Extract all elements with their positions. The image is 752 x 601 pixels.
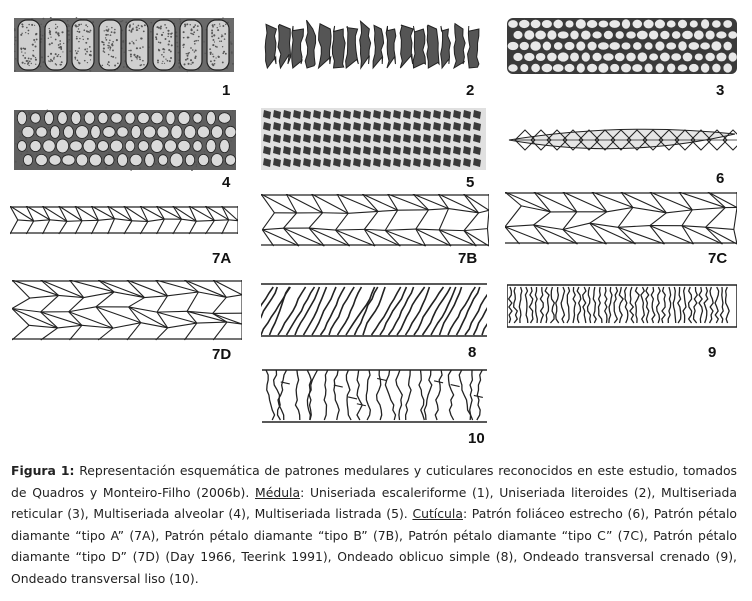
- panel-7b-illustration: [261, 194, 489, 248]
- figure-caption: [11, 460, 737, 589]
- caption-cuticula-label: Cutícula: [412, 506, 463, 521]
- caption-label: Figura 1:: [11, 463, 75, 478]
- panel-2-illustration: [262, 16, 487, 74]
- panel-6-number: 6: [716, 170, 725, 187]
- panel-2-number: 2: [466, 82, 475, 99]
- panel-7c-number: 7C: [708, 250, 728, 267]
- panel-9-illustration: [507, 283, 737, 329]
- panel-8-illustration: [261, 283, 487, 337]
- panel-3-illustration: [507, 16, 737, 76]
- panel-1-illustration: [14, 14, 234, 76]
- panel-10-number: 10: [468, 430, 485, 447]
- panel-9-number: 9: [708, 344, 717, 361]
- panel-5-number: 5: [466, 174, 475, 191]
- panel-7d-illustration: [12, 280, 242, 342]
- panel-10-illustration: [262, 368, 487, 424]
- panel-4-number: 4: [222, 174, 231, 191]
- panel-3-number: 3: [716, 82, 725, 99]
- panel-1-number: 1: [222, 82, 231, 99]
- panel-7a-number: 7A: [212, 250, 232, 267]
- caption-medula-label: Médula: [255, 484, 301, 500]
- panel-8-number: 8: [468, 344, 477, 361]
- panel-7c-illustration: [505, 192, 737, 246]
- panel-7d-number: 7D: [212, 346, 232, 363]
- caption-text-intro: Representación esquemática de patrones medulares y cuticulares reconocidos en este estudio, tomados de Quadros y Monteiro-Filho (2006b).: [11, 463, 737, 500]
- panel-6-illustration: [507, 120, 737, 160]
- panel-4-illustration: [14, 108, 236, 172]
- panel-5-illustration: [261, 106, 486, 172]
- caption-text-cuticula: : Patrón foliáceo estrecho (6), Patrón pétalo diamante “tipo A” (7A), Patrón pétalo diamante “tipo B” (7B), Patrón pétalo diamante “tipo C” (7C), Patrón pétalo diamante “tipo D” (7D) (Day 1966, Teerink 1991), Ondeado oblicuo simple (8), Ondeado transversal crenado (9), Ondeado transversal liso (10).: [11, 506, 737, 586]
- panel-7b-number: 7B: [458, 250, 478, 267]
- panel-7a-illustration: [10, 206, 238, 236]
- caption-text-medula: : Uniseriada escaleriforme (1), Uniseriada literoides (2), Multiseriada reticular (3), Multiseriada alveolar (4), Multiseriada listrada (5).: [11, 484, 738, 521]
